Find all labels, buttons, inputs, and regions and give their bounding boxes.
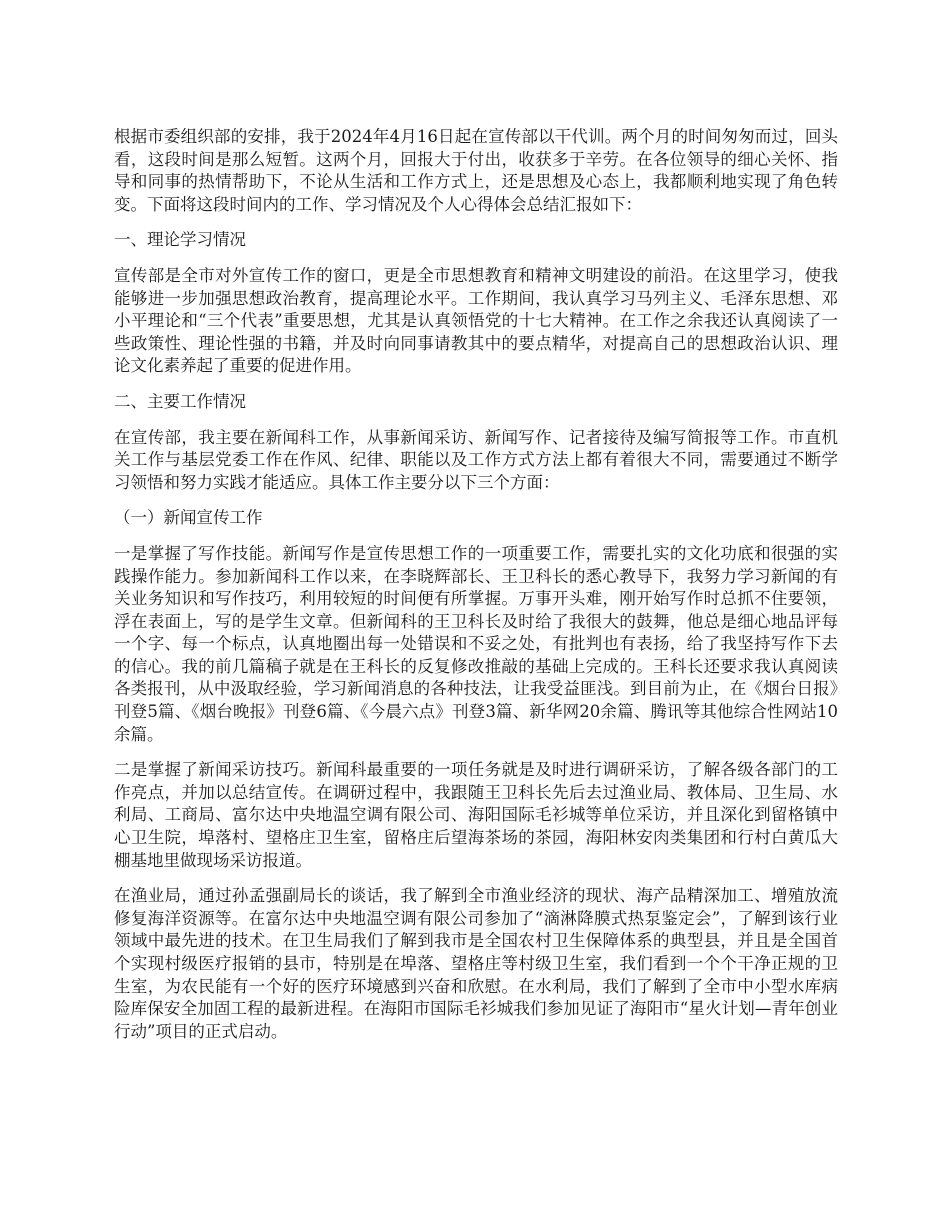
theory-study-paragraph: 宣传部是全市对外宣传工作的窗口，更是全市思想教育和精神文明建设的前沿。在这里学习，使我能够进一步加强思想政治教育，提高理论水平。工作期间，我认真学习马列主义、毛泽东思想、邓小平理论和“三个代表”重要思想，尤其是认真领悟党的十七大精神。在工作之余我还认真阅读了一些政策性、理论性强的书籍，并及时向同事请教其中的要点精华，对提高自己的思想政治认识、理论文化素养起了重要的促进作用。 [114, 265, 838, 376]
interview-skills-paragraph: 二是掌握了新闻采访技巧。新闻科最重要的一项任务就是及时进行调研采访，了解各级各部门的工作亮点，并加以总结宣传。在调研过程中，我跟随王卫科长先后去过渔业局、教体局、卫生局、水利局、工商局、富尔达中央地温空调有限公司、海阳国际毛衫城等单位采访，并且深化到留格镇中心卫生院，埠落村、望格庄卫生室，留格庄后望海茶场的茶园，海阳林安肉类集团和行村白黄瓜大棚基地里做现场采访报道。 [114, 760, 838, 870]
section-heading-theory-study: 一、理论学习情况 [114, 230, 246, 250]
subsection-heading-news-publicity: （一）新闻宣传工作 [114, 508, 263, 528]
main-work-paragraph: 在宣传部，我主要在新闻科工作，从事新闻采访、新闻写作、记者接待及编写简报等工作。市直机关工作与基层党委工作在作风、纪律、职能以及工作方式方法上都有着很大不同，需要通过不断学习领悟和努力实践才能适应。具体工作主要分以下三个方面： [114, 427, 838, 492]
section-heading-main-work: 二、主要工作情况 [114, 391, 246, 411]
intro-paragraph: 根据市委组织部的安排，我于2024年4月16日起在宣传部以干代训。两个月的时间匆匆而过，回头看，这段时间是那么短暂。这两个月，回报大于付出，收获多于辛劳。在各位领导的细心关怀、指导和同事的热情帮助下，不论从生活和工作方式上，还是思想及心态上，我都顺利地实现了角色转变。下面将这段时间内的工作、学习情况及个人心得体会总结汇报如下： [114, 127, 838, 214]
document-body [114, 126, 838, 1056]
fishery-bureau-paragraph: 在渔业局，通过孙孟强副局长的谈话，我了解到全市渔业经济的现状、海产品精深加工、增殖放流修复海洋资源等。在富尔达中央地温空调有限公司参加了“滴淋降膜式热泵鉴定会”，了解到该行业领域中最先进的技术。在卫生局我们了解到我市是全国农村卫生保障体系的典型县，并且是全国首个实现村级医疗报销的县市，特别是在埠落、望格庄等村级卫生室，我们看到一个个干净正规的卫生室，为农民能有一个好的医疗环境感到兴奋和欣慰。在水利局，我们了解到了全市中小型水库病险库保安全加固工程的最新进程。在海阳市国际毛衫城我们参加见证了海阳市“星火计划—青年创业行动”项目的正式启动。 [114, 886, 838, 1041]
writing-skills-paragraph: 一是掌握了写作技能。新闻写作是宣传思想工作的一项重要工作，需要扎实的文化功底和很强的实践操作能力。参加新闻科工作以来，在李晓辉部长、王卫科长的悉心教导下，我努力学习新闻的有关业务知识和写作技巧，利用较短的时间便有所掌握。万事开头难，刚开始写作时总抓不住要领，浮在表面上，写的是学生文章。但新闻科的王卫科长及时给了我很大的鼓舞，他总是细心地品评每一个字、每一个标点，认真地圈出每一处错误和不妥之处，有批判也有表扬，给了我坚持写作下去的信心。我的前几篇稿子就是在王科长的反复修改推敲的基础上完成的。王科长还要求我认真阅读各类报刊，从中汲取经验，学习新闻消息的各种技法，让我受益匪浅。到目前为止，在《烟台日报》刊登5篇、《烟台晚报》刊登6篇、《今晨六点》刊登3篇、新华网20余篇、腾讯等其他综合性网站10余篇。 [114, 543, 838, 744]
